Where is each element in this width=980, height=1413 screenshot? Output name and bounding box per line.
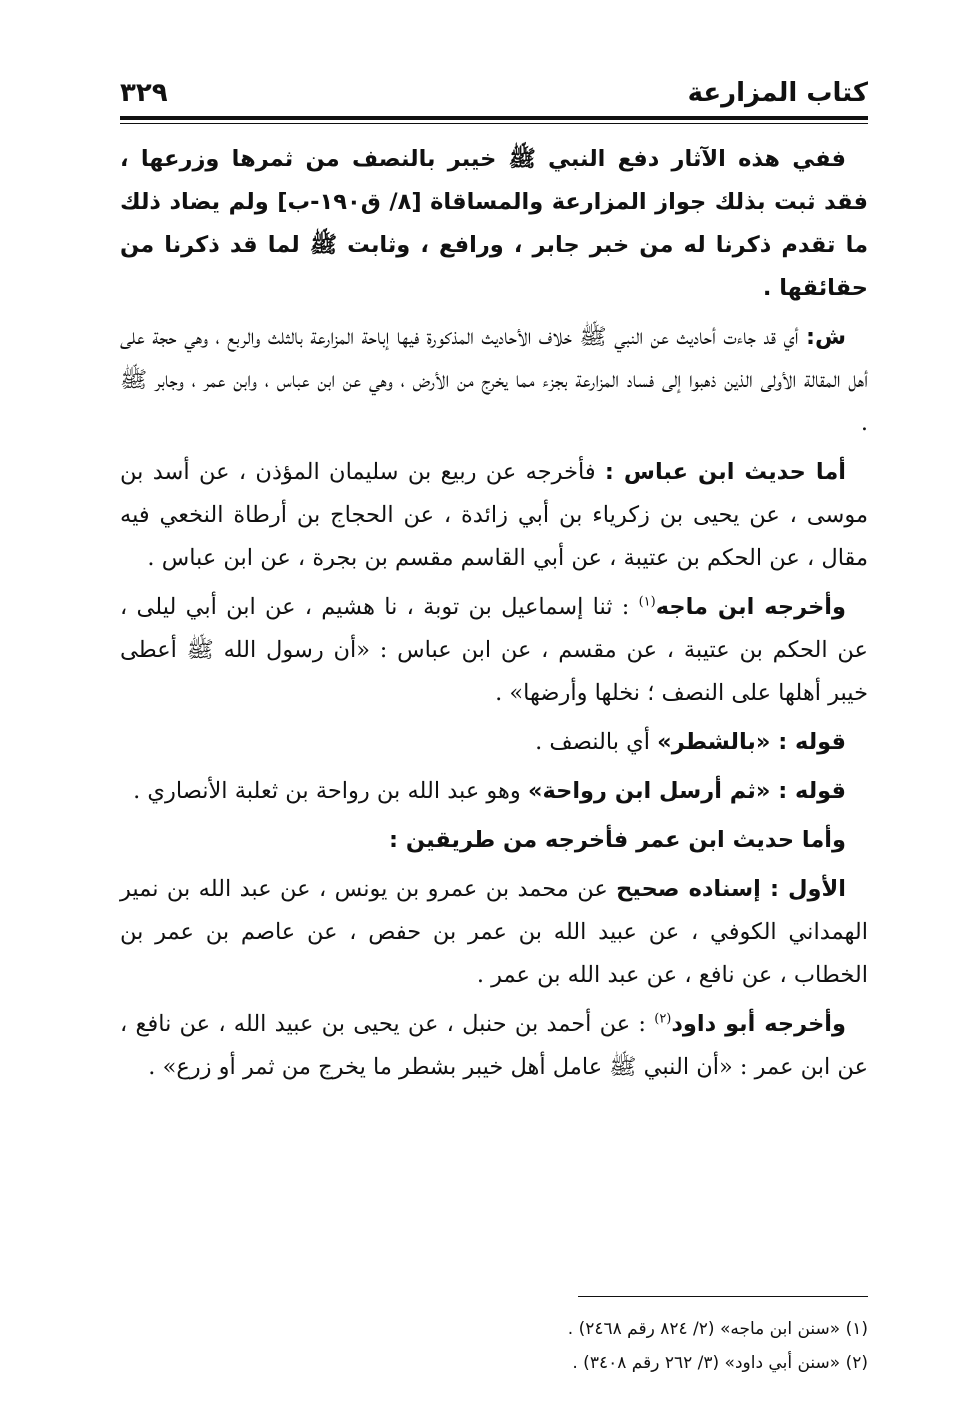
paragraph-first-route: الأول : إسناده صحيح عن محمد بن عمرو بن يونس ، عن عبد الله بن نمير الهمداني الكوفي ، عن عبيد الله بن عمر بن حفص ، عن عاصم بن عمر بن الخطاب ، عن نافع ، عن عبد الله بن عمر . (120, 876, 868, 988)
paragraph-ibn-umar-heading: وأما حديث ابن عمر فأخرجه من طريقين : (389, 827, 846, 853)
paragraph-ibn-majah: وأخرجه ابن ماجه$^{(١)}$ : ثنا إسماعيل بن توبة ، نا هشيم ، عن ابن أبي ليلى ، عن الحكم بن عتيبة ، عن مقسم ، عن ابن عباس : «أن رسول الله ﷺ أعطى خيبر أهلها على النصف ؛ نخلها وأرضها» . (120, 594, 868, 706)
chapter-title: كتاب المزارعة (687, 78, 868, 108)
commentary-marker: ش: (805, 324, 846, 350)
paragraph-bishatr: قوله : «بالشطر» أي بالنصف . (535, 729, 846, 755)
paragraph-abu-dawud: وأخرجه أبو داود$^{(٢)}$ : عن أحمد بن حنبل ، عن يحيى بن عبيد الله ، عن نافع ، عن ابن عمر : «أن النبي ﷺ عامل أهل خيبر بشطر ما يخرج من ثمر أو زرع» . (120, 1011, 868, 1080)
body-text (120, 138, 868, 1095)
header-rule-thin (120, 123, 868, 124)
paragraph-commentary: ش: أي قد جاءت أحاديث عن النبي ﷺ خلاف الأحاديث المذكورة فيها إباحة المزارعة بالثلث والربع ، وهي حجة على أهل المقالة الأولى الذين ذهبوا إلى فساد المزارعة بجزء مما يخرج من الأرض ، وهي عن ابن عباس ، وابن عمر ، وجابر ﷺ . (120, 324, 868, 436)
header-rule-thick (120, 116, 868, 120)
paragraph-ibn-rawaha: قوله : «ثم أرسل ابن رواحة» وهو عبد الله بن رواحة بن ثعلبة الأنصاري . (133, 778, 846, 804)
footnote-1: (١) «سنن ابن ماجه» (٢/ ٨٢٤ رقم ٢٤٦٨) . (567, 1319, 868, 1339)
footnotes (120, 1312, 868, 1380)
footnote-ref-1[interactable]: (١) (638, 594, 656, 610)
footnote-ref-2[interactable]: (٢) (654, 1011, 672, 1027)
footnote-2: (٢) «سنن أبي داود» (٣/ ٢٦٢ رقم ٣٤٠٨) . (572, 1353, 868, 1373)
running-header (120, 60, 868, 108)
page-number: ٣٢٩ (120, 78, 168, 108)
paragraph-main-text: ففي هذه الآثار دفع النبي ﷺ خيبر بالنصف من ثمرها وزرعها ، فقد ثبت بذلك جواز المزارعة والمساقاة [٨/ ق١٩٠-ب] ولم يضاد ذلك ما تقدم ذكرنا له من خبر جابر ، ورافع ، وثابت ﷺ لما قد ذكرنا من حقائقها . (120, 146, 868, 301)
paragraph-ibn-abbas: أما حديث ابن عباس : فأخرجه عن ربيع بن سليمان المؤذن ، عن أسد بن موسى ، عن يحيى بن زكرياء بن أبي زائدة ، عن الحجاج بن أرطاة النخعي فيه مقال ، عن الحكم بن عتيبة ، عن أبي القاسم مقسم بن بجرة ، عن ابن عباس . (120, 459, 868, 571)
book-page (120, 60, 868, 1373)
footnote-separator (578, 1296, 868, 1297)
